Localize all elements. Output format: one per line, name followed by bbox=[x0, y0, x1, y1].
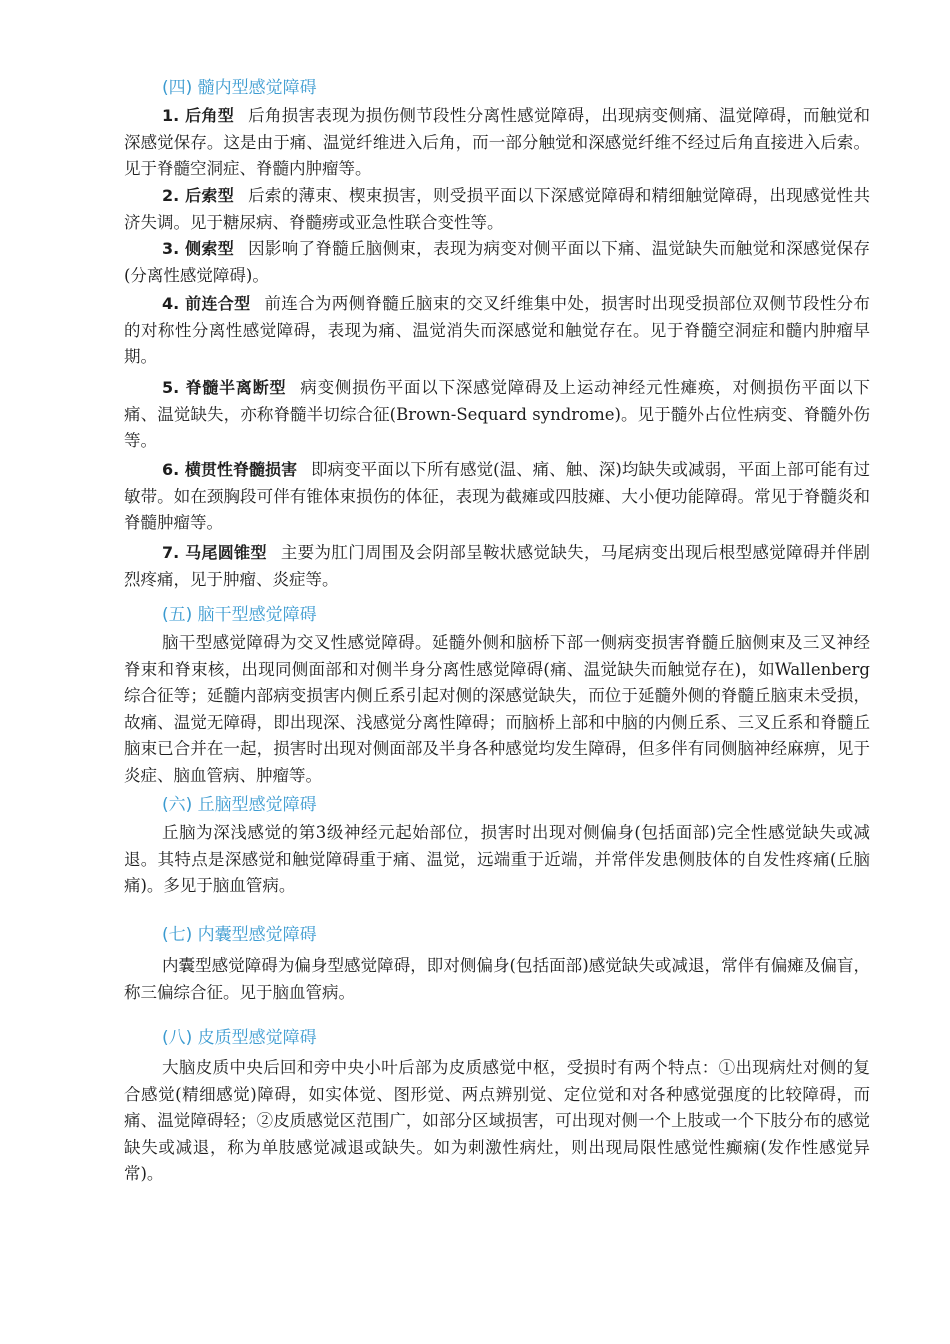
item-text: 后角损害表现为损伤侧节段性分离性感觉障碍，出现病变侧痛、温觉障碍，而触觉和深感觉保存。这是由于痛、温觉纤维进入后角，而一部分触觉和深感觉纤维不经过后角直接进入后索。见于脊髓空洞症、脊髓内肿瘤等。 bbox=[124, 106, 870, 178]
item-cauda-equina bbox=[124, 540, 870, 593]
item-text: 即病变平面以下所有感觉(温、痛、触、深)均缺失或减弱，平面上部可能有过敏带。如在颈胸段可伴有锥体束损伤的体征，表现为截瘫或四肢瘫、大小便功能障碍。常见于脊髓炎和脊髓肿瘤等。 bbox=[124, 460, 870, 532]
item-posterior-column bbox=[124, 183, 870, 236]
internal-capsule-paragraph: 内囊型感觉障碍为偏身型感觉障碍，即对侧偏身(包括面部)感觉缺失或减退，常伴有偏瘫及偏盲，称三偏综合征。见于脑血管病。 bbox=[124, 956, 870, 1002]
item-text: 前连合为两侧脊髓丘脑束的交叉纤维集中处，损害时出现受损部位双侧节段性分布的对称性分离性感觉障碍，表现为痛、温觉消失而深感觉和触觉存在。见于脊髓空洞症和髓内肿瘤早期。 bbox=[124, 294, 870, 366]
item-label: 6. 横贯性脊髓损害 bbox=[162, 460, 298, 479]
item-label: 7. 马尾圆锥型 bbox=[162, 543, 267, 562]
section-heading-4: (四) 髓内型感觉障碍 bbox=[162, 78, 317, 98]
item-label: 2. 后索型 bbox=[162, 186, 235, 205]
section-heading-7: (七) 内囊型感觉障碍 bbox=[162, 925, 317, 945]
section-heading-8: (八) 皮质型感觉障碍 bbox=[162, 1028, 317, 1048]
item-posterior-horn bbox=[124, 103, 870, 183]
item-text: 因影响了脊髓丘脑侧束，表现为病变对侧平面以下痛、温觉缺失而触觉和深感觉保存(分离性感觉障碍)。 bbox=[124, 239, 870, 285]
item-hemisection bbox=[124, 375, 870, 455]
item-label: 1. 后角型 bbox=[162, 106, 235, 125]
cortex-paragraph: 大脑皮质中央后回和旁中央小叶后部为皮质感觉中枢，受损时有两个特点：①出现病灶对侧的复合感觉(精细感觉)障碍，如实体觉、图形觉、两点辨别觉、定位觉和对各种感觉强度的比较障碍，而痛、温觉障碍轻；②皮质感觉区范围广，如部分区域损害，可出现对侧一个上肢或一个下肢分布的感觉缺失或减退，称为单肢感觉减退或缺失。如为刺激性病灶，则出现局限性感觉性癫痫(发作性感觉异常)。 bbox=[124, 1058, 870, 1183]
item-label: 3. 侧索型 bbox=[162, 239, 235, 258]
section-heading-5: (五) 脑干型感觉障碍 bbox=[162, 605, 317, 625]
item-label: 5. 脊髓半离断型 bbox=[162, 378, 287, 397]
item-lateral-column bbox=[124, 236, 870, 289]
item-label: 4. 前连合型 bbox=[162, 294, 251, 313]
brainstem-paragraph: 脑干型感觉障碍为交叉性感觉障碍。延髓外侧和脑桥下部一侧病变损害脊髓丘脑侧束及三叉神经脊束和脊束核，出现同侧面部和对侧半身分离性感觉障碍(痛、温觉缺失而触觉存在)，如Wallenberg综合征等；延髓内部病变损害内侧丘系引起对侧的深感觉缺失，而位于延髓外侧的脊髓丘脑束未受损，故痛、温觉无障碍，即出现深、浅感觉分离性障碍；而脑桥上部和中脑的内侧丘系、三叉丘系和脊髓丘脑束已合并在一起，损害时出现对侧面部及半身各种感觉均发生障碍，但多伴有同侧脑神经麻痹，见于炎症、脑血管病、肿瘤等。 bbox=[124, 633, 870, 785]
section-heading-6: (六) 丘脑型感觉障碍 bbox=[162, 795, 317, 815]
item-text: 主要为肛门周围及会阴部呈鞍状感觉缺失，马尾病变出现后根型感觉障碍并伴剧烈疼痛，见于肿瘤、炎症等。 bbox=[124, 543, 870, 589]
thalamus-paragraph: 丘脑为深浅感觉的第3级神经元起始部位，损害时出现对侧偏身(包括面部)完全性感觉缺失或减退。其特点是深感觉和触觉障碍重于痛、温觉，远端重于近端，并常伴发患侧肢体的自发性疼痛(丘脑痛)。多见于脑血管病。 bbox=[124, 823, 870, 895]
item-text: 病变侧损伤平面以下深感觉障碍及上运动神经元性瘫痪，对侧损伤平面以下痛、温觉缺失，亦称脊髓半切综合征(Brown-Sequard syndrome)。见于髓外占位性病变、脊髓外伤等。 bbox=[124, 378, 870, 450]
item-text: 后索的薄束、楔束损害，则受损平面以下深感觉障碍和精细触觉障碍，出现感觉性共济失调。见于糖尿病、脊髓痨或亚急性联合变性等。 bbox=[124, 186, 870, 232]
item-transverse bbox=[124, 457, 870, 537]
item-anterior-commissure bbox=[124, 291, 870, 371]
